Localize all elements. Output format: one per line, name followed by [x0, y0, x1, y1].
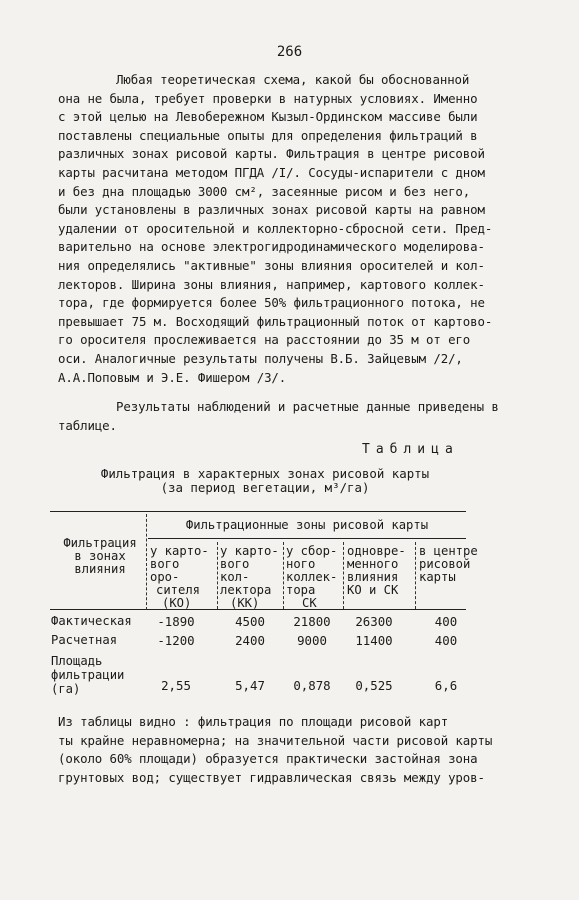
row-label-line: Площадь — [51, 654, 103, 668]
table-cell: 6,6 — [434, 678, 458, 693]
text-line: ния определялись "активные" зоны влияния оросителей и кол- — [58, 257, 485, 273]
column-header-sk — [286, 545, 342, 610]
table-cell: 4500 — [235, 614, 265, 629]
table-column-divider — [146, 514, 147, 610]
row-header-line: в зонах — [74, 549, 126, 563]
column-header-line: менного — [347, 557, 399, 571]
row-header — [56, 537, 144, 576]
table-cell: -1890 — [157, 614, 195, 629]
row-label-area — [51, 654, 124, 696]
text-line: она не была, требует проверки в натурных условиях. Именно — [58, 90, 478, 106]
column-header-ko — [150, 545, 216, 610]
text-line: были установлены в различных зонах рисовой карты на равном — [58, 202, 485, 218]
column-header-line: вого кол- — [220, 557, 250, 584]
column-header-line: карты — [419, 570, 456, 584]
text-line: (около 60% площади) образуется практически застойная зона — [58, 751, 478, 767]
column-header-line: коллек- — [286, 570, 338, 584]
column-header-line: (КК) — [230, 596, 260, 610]
text-line: тора, где формируется более 50% фильтрационного потока, не — [58, 295, 485, 311]
table-cell: -1200 — [157, 633, 195, 648]
table-column-divider — [217, 542, 218, 609]
text-line: варительно на основе электрогидродинамического моделирова- — [58, 239, 485, 255]
column-header-ko-sk — [347, 545, 415, 597]
column-header-line: тора — [286, 583, 316, 597]
text-line: превышает 75 м. Восходящий фильтрационный поток от картово- — [58, 313, 493, 329]
column-header-center — [419, 545, 479, 584]
table-cell: 0,878 — [293, 678, 331, 693]
text-line: лекторов. Ширина зоны влияния, например, картового коллек- — [58, 276, 485, 292]
column-header-line: КО и СК — [347, 583, 399, 597]
column-header-line: ного — [286, 557, 316, 571]
table-cell: 11400 — [355, 633, 393, 648]
table-column-divider — [283, 542, 284, 609]
column-header-line: у сбор- — [286, 544, 338, 558]
row-label-actual: Фактическая — [51, 614, 132, 628]
table-cell: 5,47 — [235, 678, 265, 693]
table-cell: 400 — [434, 633, 458, 648]
text-line: А.А.Поповым и Э.Е. Фишером /3/. — [58, 369, 287, 385]
text-line: карты расчитана методом ПГДА /I/. Сосуды-испарители с дном — [58, 164, 485, 180]
column-header-line: влияния — [347, 570, 399, 584]
column-header-line: у карто- — [220, 544, 279, 558]
text-line: го оросителя прослеживается на расстоянии до 35 м от его — [58, 332, 471, 348]
row-header-line: Фильтрация — [63, 536, 137, 550]
column-header-kk — [220, 545, 282, 610]
text-line: грунтовых вод; существует гидравлическая связь между уров- — [58, 769, 485, 785]
text-line: Результаты наблюдений и расчетные данные приведены в — [116, 399, 499, 414]
table-cell: 26300 — [355, 614, 393, 629]
table-column-divider — [343, 542, 344, 609]
row-label-calculated: Расчетная — [51, 633, 118, 647]
page-number: 266 — [276, 44, 303, 60]
table-cell: 21800 — [293, 614, 331, 629]
table-rule-group — [148, 538, 466, 539]
text-line: поставлены специальные опыты для определения фильтраций в — [58, 127, 478, 143]
table-rule-top — [50, 511, 466, 512]
table-cell: 0,525 — [355, 678, 393, 693]
paragraph-conclusion — [58, 713, 493, 787]
text-line: различных зонах рисовой карты. Фильтрация в центре рисовой — [58, 146, 485, 162]
column-header-line: сителя — [156, 583, 201, 597]
column-header-line: вого оро- — [150, 557, 180, 584]
row-label-line: фильтрации — [51, 668, 125, 682]
text-line: оси. Аналогичные результаты получены В.Б. Зайцевым /2/, — [58, 350, 463, 366]
text-line: с этой целью на Левобережном Кызыл-Ординском массиве были — [58, 109, 478, 125]
table-column-divider — [415, 542, 416, 609]
paragraph-results — [58, 398, 499, 435]
table-cell: 9000 — [297, 633, 327, 648]
text-line: удалении от оросительной и коллекторно-сбросной сети. Пред- — [58, 220, 493, 236]
column-header-line: одновре- — [347, 544, 406, 558]
column-header-line: СК — [302, 596, 317, 610]
table-cell: 400 — [434, 614, 458, 629]
table-cell: 2,55 — [161, 678, 191, 693]
column-header-line: у карто- — [150, 544, 209, 558]
text-line: ты крайне неравномерна; на значительной части рисовой карты — [58, 732, 493, 748]
column-header-line: (КО) — [162, 596, 192, 610]
column-header-line: рисовой — [419, 557, 471, 571]
text-line: Любая теоретическая схема, какой бы обоснованной — [116, 72, 470, 87]
text-line: и без дна площадью 3000 см², засеянные рисом и без него, — [58, 183, 471, 199]
table-label: Таблица — [362, 442, 459, 457]
text-line: таблице. — [58, 417, 117, 433]
text-line: Из таблицы видно : фильтрация по площади рисовой карт — [58, 714, 449, 729]
paragraph-intro — [58, 71, 493, 387]
row-header-line: влияния — [74, 562, 126, 576]
column-header-line: лектора — [220, 583, 272, 597]
table-caption-units: (за период вегетации, м³/га) — [160, 480, 370, 495]
table-caption: Фильтрация в характерных зонах рисовой карты — [100, 466, 430, 481]
table-cell: 2400 — [235, 633, 265, 648]
group-header: Фильтрационные зоны рисовой карты — [185, 518, 429, 532]
column-header-line: в центре — [419, 544, 478, 558]
row-label-line: (га) — [51, 682, 81, 696]
